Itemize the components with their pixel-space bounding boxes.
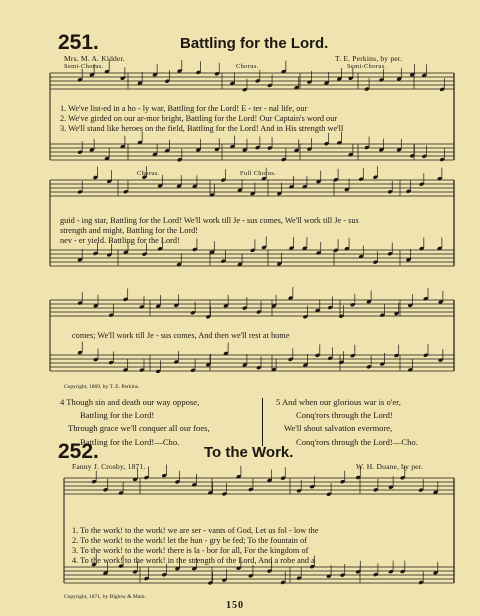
- stanza-4-line-2: Battling for the Lord!: [80, 410, 155, 421]
- stanza-4-line-4: Battling for the Lord!—Cho.: [80, 436, 180, 447]
- hymn-251-copyright: Copyright, 1869, by T. E. Perkins.: [64, 384, 140, 390]
- chorus-line-2: strength and might, Battling for the Lord!: [60, 226, 199, 235]
- chorus-label: Chorus.: [236, 63, 259, 70]
- chorus-line-1: guid - ing star, Battling for the Lord! We'll work till Je - sus comes, We'll work till Je - sus: [60, 216, 359, 225]
- hymn-251-title: Battling for the Lord.: [180, 35, 329, 52]
- work-verse-4: 4. To the work! to the work! in the strength of the Lord, And a robe and a: [72, 556, 315, 565]
- hymn-252-copyright: Copyright, 1871, by Biglow & Main.: [64, 594, 146, 600]
- final-chorus-line: comes; We'll work till Je - sus comes, And then we'll rest at home: [72, 331, 290, 340]
- verse-line-1: 1. We've list-ed in a ho - ly war, Battling for the Lord! E - ter - nal life, our: [60, 104, 308, 113]
- stanza-5-line-1: 5 And when our glorious war is o'er,: [276, 397, 401, 407]
- semi-chorus-label-2: Semi-Chorus.: [347, 63, 387, 70]
- chorus-label-2: Chorus.: [137, 170, 160, 177]
- work-verse-1: 1. To the work! to the work! we are ser - vants of God, Let us fol - low the: [72, 526, 319, 535]
- hymn-252-music-credit: W. H. Doane, by per.: [356, 462, 424, 471]
- stanza-5: [276, 396, 418, 449]
- hymn-251-number: 251.: [58, 31, 99, 54]
- hymn-252-title: To the Work.: [204, 444, 294, 461]
- full-chorus-label: Full Chorus.: [240, 170, 277, 177]
- hymn-251-music-credit: T. E. Perkins, by per.: [335, 54, 403, 63]
- work-verse-3: 3. To the work! to the work! there is la - bor for all, For the kingdom of: [72, 546, 309, 555]
- chorus-line-3: nev - er yield. Battling for the Lord!: [60, 236, 180, 245]
- hymn-252-number: 252.: [58, 440, 99, 463]
- verse-line-3: 3. We'll stand like heroes on the field, Battling for the Lord! And in His strength we'll: [60, 124, 344, 133]
- verse-line-2: 2. We've girded on our ar-mor bright, Battling for the Lord! Our Captain's word our: [60, 114, 338, 123]
- stanza-4-line-3: Through grace we'll conquer all our foes,: [68, 423, 210, 434]
- stanza-divider: [262, 398, 263, 446]
- stanza-4-line-1: 4 Though sin and death our way oppose,: [60, 397, 200, 407]
- hymn-251-words-credit: Mrs. M. A. Kidder.: [64, 54, 125, 63]
- semi-chorus-label: Semi-Chorus.: [64, 63, 104, 70]
- stanza-5-line-4: Conq'rors through the Lord!—Cho.: [296, 436, 418, 447]
- work-verse-2: 2. To the work! to the work! let the hun - gry be fed; To the fountain of: [72, 536, 307, 545]
- page-number: 150: [226, 600, 244, 611]
- hymn-252-words-credit: Fanny J. Crosby, 1871.: [72, 462, 146, 471]
- stanza-5-line-2: Conq'rors through the Lord!: [296, 410, 393, 421]
- stanza-5-line-3: We'll shout salvation evermore,: [284, 423, 393, 434]
